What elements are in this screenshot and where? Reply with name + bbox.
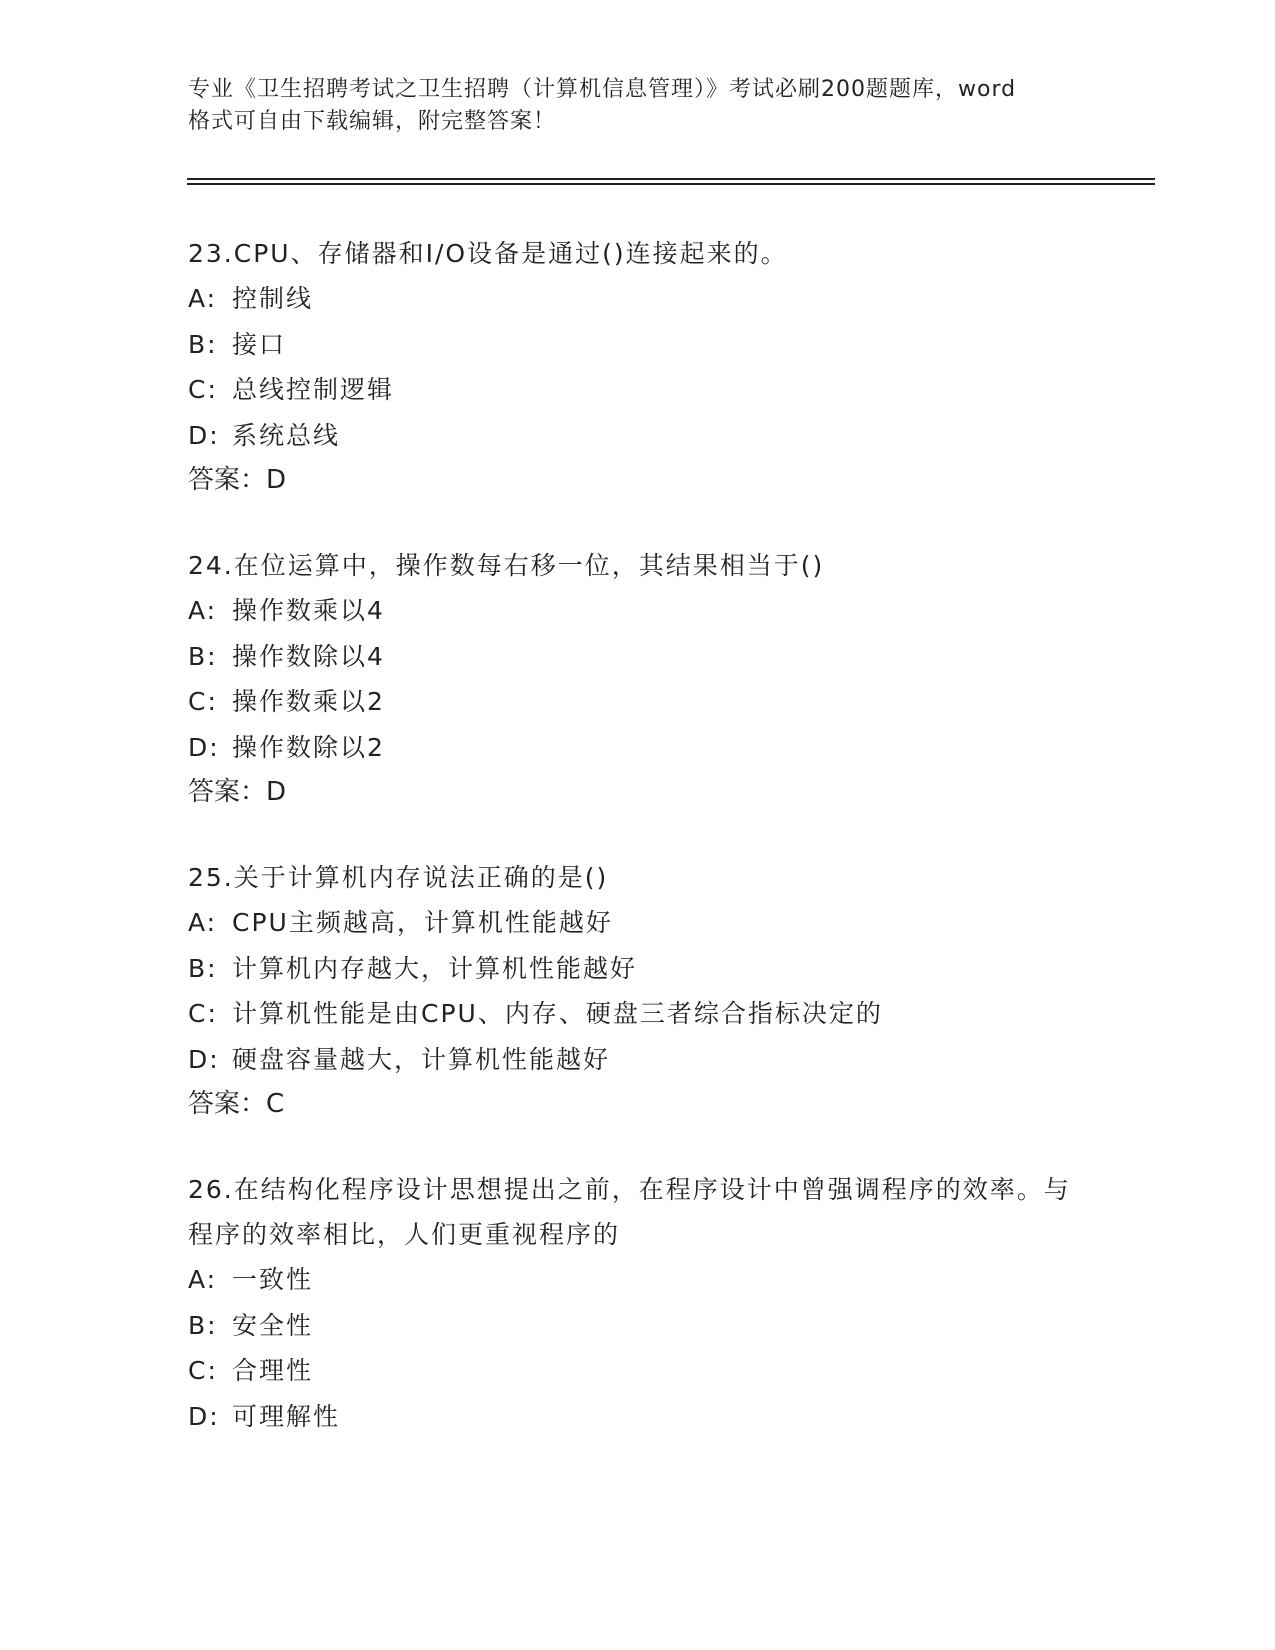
option-a [188, 900, 1088, 946]
option-text: 可理解性 [232, 1401, 341, 1431]
option-c [188, 991, 1088, 1037]
option-letter: D: [188, 732, 220, 762]
header-divider-bottom [187, 183, 1155, 185]
question-23 [188, 231, 1088, 503]
option-a [188, 1257, 1088, 1303]
option-letter: C: [188, 1356, 218, 1385]
option-b [188, 946, 1088, 992]
question-25 [188, 855, 1088, 1127]
option-letter: B: [188, 641, 218, 671]
question-text: 23.CPU、存储器和I/O设备是通过()连接起来的。 [188, 239, 788, 268]
question-26 [188, 1167, 1088, 1439]
option-text: 总线控制逻辑 [232, 375, 395, 404]
option-letter: A: [188, 1265, 218, 1294]
option-b [188, 322, 1088, 368]
option-letter: A: [188, 908, 218, 937]
option-text: 接口 [232, 329, 287, 359]
option-letter: D: [188, 1044, 220, 1074]
option-text: 安全性 [232, 1310, 314, 1340]
option-d [188, 725, 1088, 771]
option-text: 计算机内存越大，计算机性能越好 [232, 953, 638, 983]
question-text: 25.关于计算机内存说法正确的是() [188, 863, 609, 892]
question-text: 24.在位运算中，操作数每右移一位，其结果相当于() [188, 551, 825, 580]
option-text: 硬盘容量越大，计算机性能越好 [232, 1044, 611, 1074]
option-letter: D: [188, 420, 220, 450]
option-d [188, 1037, 1088, 1083]
option-text: CPU主频越高，计算机性能越好 [232, 908, 613, 937]
answer-line: 答案：D [188, 465, 287, 495]
option-letter: C: [188, 375, 218, 404]
option-letter: A: [188, 284, 218, 313]
option-b [188, 634, 1088, 680]
option-c [188, 1348, 1088, 1394]
option-b [188, 1303, 1088, 1349]
option-text: 操作数除以4 [232, 641, 385, 671]
option-a [188, 276, 1088, 322]
option-letter: A: [188, 596, 218, 625]
option-letter: B: [188, 329, 218, 359]
header-line-2: 格式可自由下载编辑，附完整答案！ [188, 109, 557, 134]
document-header [188, 74, 1088, 138]
option-letter: B: [188, 953, 218, 983]
option-letter: C: [188, 999, 218, 1028]
header-line-1: 专业《卫生招聘考试之卫生招聘（计算机信息管理）》考试必刷200题题库，word [188, 77, 1017, 102]
option-text: 计算机性能是由CPU、内存、硬盘三者综合指标决定的 [232, 999, 883, 1028]
question-list [188, 231, 1088, 1479]
question-text: 26.在结构化程序设计思想提出之前，在程序设计中曾强调程序的效率。与程序的效率相比，人们更重视程序的 [188, 1175, 1071, 1249]
header-divider-top [187, 178, 1155, 180]
option-text: 操作数乘以4 [232, 596, 385, 625]
answer-line: 答案：C [188, 1089, 285, 1119]
option-d [188, 413, 1088, 459]
option-text: 合理性 [232, 1356, 314, 1385]
answer-line: 答案：D [188, 777, 287, 807]
option-text: 一致性 [232, 1265, 314, 1294]
question-24 [188, 543, 1088, 815]
option-d [188, 1394, 1088, 1440]
option-c [188, 367, 1088, 413]
option-text: 系统总线 [232, 420, 341, 450]
option-c [188, 679, 1088, 725]
option-text: 操作数乘以2 [232, 687, 385, 716]
option-text: 操作数除以2 [232, 732, 385, 762]
option-letter: C: [188, 687, 218, 716]
option-a [188, 588, 1088, 634]
option-letter: B: [188, 1310, 218, 1340]
option-letter: D: [188, 1401, 220, 1431]
option-text: 控制线 [232, 284, 314, 313]
